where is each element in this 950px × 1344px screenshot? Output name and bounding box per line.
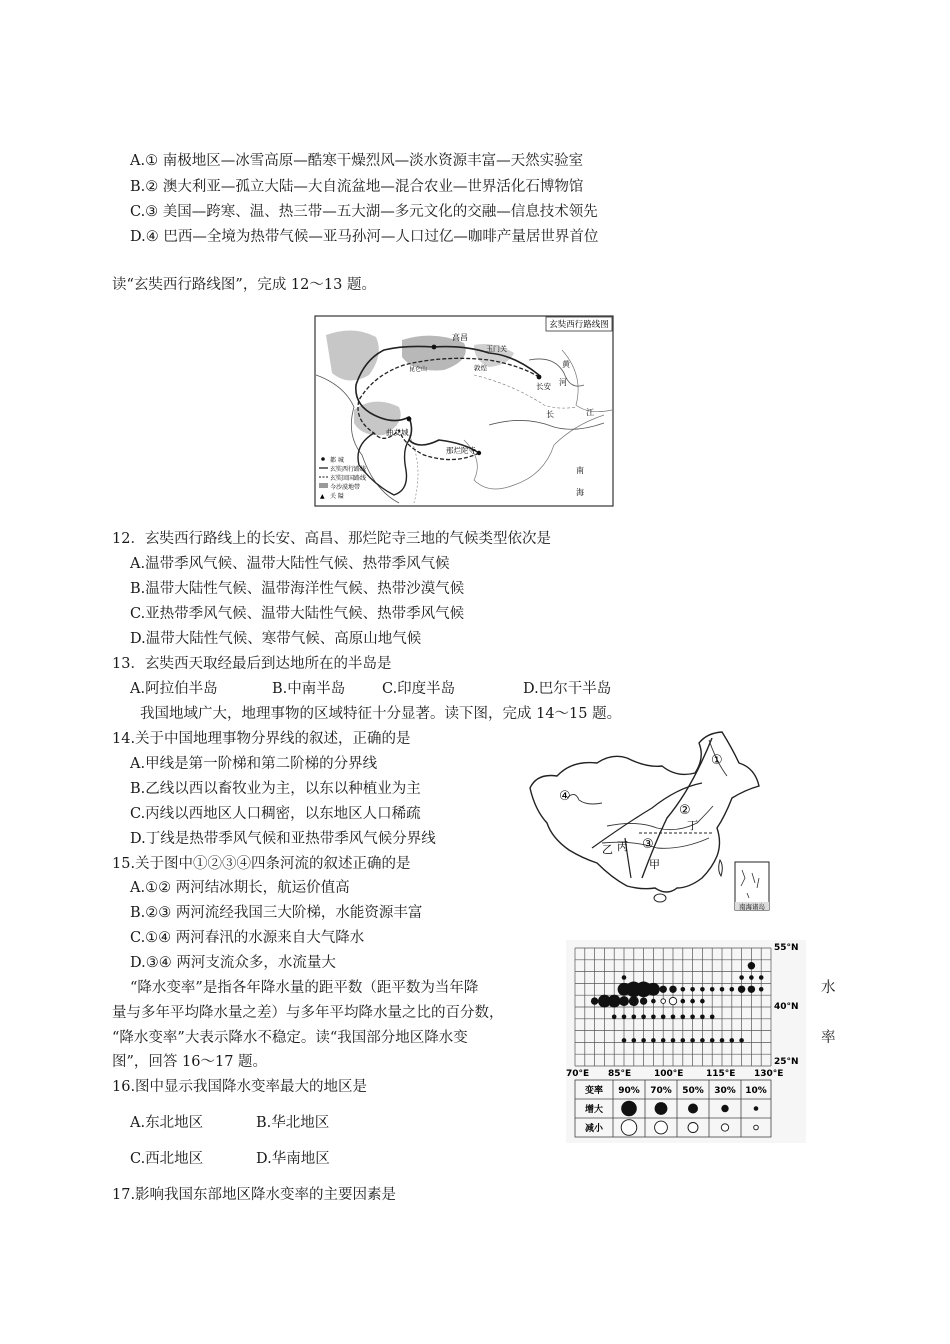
intro-12-13: 读“玄奘西行路线图”，完成 12～13 题。 <box>112 277 376 293</box>
variability-point <box>669 986 676 993</box>
q14-option-c: C.丙线以西地区人口稠密，以东地区人口稀疏 <box>130 806 421 822</box>
q14-option-a: A.甲线是第一阶梯和第二阶梯的分界线 <box>130 756 378 772</box>
label-line-jia: 甲 <box>649 858 660 871</box>
variability-point <box>632 1038 637 1043</box>
legend-90: 90% <box>618 1086 640 1096</box>
lat-label-40: 40°N <box>774 1002 799 1012</box>
variability-point <box>681 1015 686 1020</box>
rainfall-variability-chart <box>566 940 806 1143</box>
label-line-bing: 丙 <box>617 840 628 853</box>
legend-return: 玄奘回国路线 <box>330 475 367 482</box>
q11-option-d: D.④ 巴西—全境为热带气候—亚马孙河—人口过亿—咖啡产量居世界首位 <box>130 229 599 245</box>
variability-point <box>738 986 745 993</box>
label-yumenguan: 玉门关 <box>486 345 507 353</box>
intro-16-17-line1-right: 水 <box>821 980 836 996</box>
variability-point <box>629 996 639 1006</box>
legend-symbol-decrease-30 <box>721 1124 728 1131</box>
lon-label-130: 130°E <box>754 1069 784 1079</box>
inset-label: 南海诸岛 <box>739 903 765 911</box>
variability-point <box>748 986 755 993</box>
intro-16-17-line3-right: 率 <box>821 1030 836 1046</box>
variability-point <box>651 999 656 1004</box>
variability-point <box>661 999 666 1004</box>
q12-stem: 12．玄奘西行路线上的长安、高昌、那烂陀寺三地的气候类型依次是 <box>112 531 551 547</box>
variability-point <box>710 1015 715 1020</box>
q13-option-a: A.阿拉伯半岛 <box>130 681 218 697</box>
variability-point <box>651 1015 656 1020</box>
variability-point <box>647 983 660 996</box>
variability-point <box>681 1038 686 1043</box>
q17-stem: 17.影响我国东部地区降水变率的主要因素是 <box>112 1187 397 1203</box>
variability-point <box>730 987 735 992</box>
variability-point <box>622 1015 627 1020</box>
label-river-4: ④ <box>559 789 571 804</box>
variability-point <box>681 987 686 992</box>
variability-point <box>661 1038 666 1043</box>
q14-option-b: B.乙线以西以畜牧业为主，以东以种植业为主 <box>130 781 421 797</box>
legend-symbol-increase-90 <box>621 1101 637 1117</box>
variability-point <box>690 987 695 992</box>
label-line-ding: 丁 <box>687 819 698 832</box>
legend-symbol-decrease-50 <box>688 1123 698 1133</box>
lat-label-55: 55°N <box>774 943 799 953</box>
variability-point <box>669 997 676 1004</box>
variability-point <box>700 999 705 1004</box>
variability-point <box>739 975 744 980</box>
label-hai: 海 <box>576 488 584 497</box>
variability-point <box>622 1038 627 1043</box>
label-dunhuang: 敦煌 <box>474 364 487 372</box>
label-huang: 黄 <box>562 360 570 369</box>
legend-10: 10% <box>745 1086 767 1096</box>
label-nan: 南 <box>576 466 584 475</box>
route-map-title: 玄奘西行路线图 <box>549 320 609 330</box>
q13-option-d: D.巴尔干半岛 <box>523 681 612 697</box>
variability-point <box>730 1038 735 1043</box>
label-changan: 长安 <box>536 382 551 391</box>
q11-option-b: B.② 澳大利亚—孤立大陆—大自流盆地—混合农业—世界活化石博物馆 <box>130 179 584 195</box>
label-kunlun: 昆仑山 <box>409 366 428 373</box>
q16-option-c: C.西北地区 <box>130 1151 204 1167</box>
legend-header: 变率 <box>584 1086 604 1096</box>
variability-point <box>661 1015 666 1020</box>
lon-label-70: 70°E <box>566 1069 590 1079</box>
variability-point <box>622 975 627 980</box>
label-river-1: ① <box>711 753 723 768</box>
variability-point <box>690 1038 695 1043</box>
variability-point <box>641 1038 646 1043</box>
label-river-2: ② <box>679 803 691 818</box>
variability-point <box>619 996 629 1006</box>
legend-row-increase: 增大 <box>584 1105 604 1115</box>
q14-stem: 14.关于中国地理事物分界线的叙述，正确的是 <box>112 731 411 747</box>
variability-point <box>749 975 754 980</box>
q16-option-a: A.东北地区 <box>130 1115 204 1131</box>
legend-symbol-increase-30 <box>721 1105 728 1112</box>
legend-50: 50% <box>682 1086 704 1096</box>
q16-option-d: D.华南地区 <box>256 1151 330 1167</box>
variability-point <box>759 975 764 980</box>
variability-point <box>681 999 686 1004</box>
variability-point <box>710 1038 715 1043</box>
intro-16-17-line1: “降水变率”是指各年降水量的距平数（距平数为当年降 <box>130 980 479 996</box>
label-nalantuo: 那烂陀寺 <box>446 446 476 455</box>
variability-point <box>671 1015 676 1020</box>
variability-point <box>700 1038 705 1043</box>
label-he: 河 <box>559 378 567 387</box>
variability-point <box>640 997 647 1004</box>
variability-point <box>690 999 695 1004</box>
variability-point <box>720 987 725 992</box>
intro-16-17-line2: 量与多年平均降水量之差）与多年平均降水量之比的百分数， <box>112 1005 504 1021</box>
intro-14-15: 我国地域广大，地理事物的区域特征十分显著。读下图，完成 14～15 题。 <box>140 706 622 722</box>
q16-option-b: B.华北地区 <box>256 1115 330 1131</box>
lat-label-25: 25°N <box>774 1057 799 1067</box>
legend-row-decrease: 减小 <box>584 1124 604 1134</box>
q13-option-b: B.中南半岛 <box>272 681 346 697</box>
q15-stem: 15.关于图中①②③④四条河流的叙述正确的是 <box>112 856 411 872</box>
china-boundary-map <box>527 728 793 913</box>
variability-point <box>759 987 764 992</box>
variability-point <box>632 1015 637 1020</box>
legend-desert: 今沙漠地带 <box>330 484 361 491</box>
legend-capital: 都 城 <box>330 457 344 464</box>
lon-label-100: 100°E <box>654 1069 684 1079</box>
svg-text:▲: ▲ <box>320 493 325 500</box>
legend-symbol-decrease-70 <box>655 1121 668 1134</box>
xuanzang-route-map <box>314 315 614 507</box>
variability-point <box>700 1015 705 1020</box>
q15-option-b: B.②③ 两河流经我国三大阶梯，水能资源丰富 <box>130 905 423 921</box>
label-gaochang: 高昌 <box>452 333 468 342</box>
legend-symbol-increase-70 <box>655 1102 668 1115</box>
variability-point <box>591 997 598 1004</box>
lon-label-85: 85°E <box>608 1069 632 1079</box>
label-chang: 长 <box>546 410 554 419</box>
q14-option-d: D.丁线是热带季风气候和亚热带季风气候分界线 <box>130 831 436 847</box>
variability-point <box>608 995 621 1008</box>
variability-point <box>671 1038 676 1043</box>
variability-point <box>690 1015 695 1020</box>
legend-symbol-increase-10 <box>754 1106 759 1111</box>
variability-point <box>651 1038 656 1043</box>
q13-option-c: C.印度半岛 <box>382 681 456 697</box>
label-jiang: 江 <box>586 408 594 417</box>
q11-option-c: C.③ 美国—跨寒、温、热三带—五大湖—多元文化的交融—信息技术领先 <box>130 204 598 220</box>
variability-point <box>720 1038 725 1043</box>
legend-symbol-increase-50 <box>688 1104 698 1114</box>
q15-option-c: C.①④ 两河春汛的水源来自大气降水 <box>130 930 365 946</box>
legend-pass: 关 隘 <box>330 493 344 500</box>
q15-option-d: D.③④ 两河支流众多，水流量大 <box>130 955 336 971</box>
variability-point <box>748 962 755 969</box>
legend-symbol-decrease-90 <box>621 1120 637 1136</box>
q12-option-d: D.温带大陆性气候、寒带气候、高原山地气候 <box>130 631 422 647</box>
q13-stem: 13．玄奘西天取经最后到达地所在的半岛是 <box>112 656 392 672</box>
variability-point <box>739 1038 744 1043</box>
legend-70: 70% <box>650 1086 672 1096</box>
legend-outbound: 玄奘西行路线 <box>330 466 367 473</box>
label-line-yi: 乙 <box>602 843 613 856</box>
label-qunvcheng: 曲女城 <box>386 428 409 437</box>
q11-option-a: A.① 南极地区—冰雪高原—酷寒干燥烈风—淡水资源丰富—天然实验室 <box>130 153 584 169</box>
q16-stem: 16.图中显示我国降水变率最大的地区是 <box>112 1079 368 1095</box>
q12-option-a: A.温带季风气候、温带大陆性气候、热带季风气候 <box>130 556 450 572</box>
variability-point <box>612 1015 617 1020</box>
legend-symbol-decrease-10 <box>754 1125 759 1130</box>
variability-point <box>700 987 705 992</box>
q12-option-c: C.亚热带季风气候、温带大陆性气候、热带季风气候 <box>130 606 465 622</box>
legend-30: 30% <box>714 1086 736 1096</box>
variability-point <box>710 987 715 992</box>
q15-option-a: A.①② 两河结冰期长，航运价值高 <box>130 880 350 896</box>
intro-16-17-line4: 图”，回答 16～17 题。 <box>112 1054 268 1070</box>
q12-option-b: B.温带大陆性气候、温带海洋性气候、热带沙漠气候 <box>130 581 465 597</box>
variability-point <box>660 986 667 993</box>
label-river-3: ③ <box>642 837 654 852</box>
intro-16-17-line3: “降水变率”大表示降水不稳定。读“我国部分地区降水变 <box>112 1030 468 1046</box>
variability-point <box>641 1015 646 1020</box>
lon-label-115: 115°E <box>706 1069 736 1079</box>
